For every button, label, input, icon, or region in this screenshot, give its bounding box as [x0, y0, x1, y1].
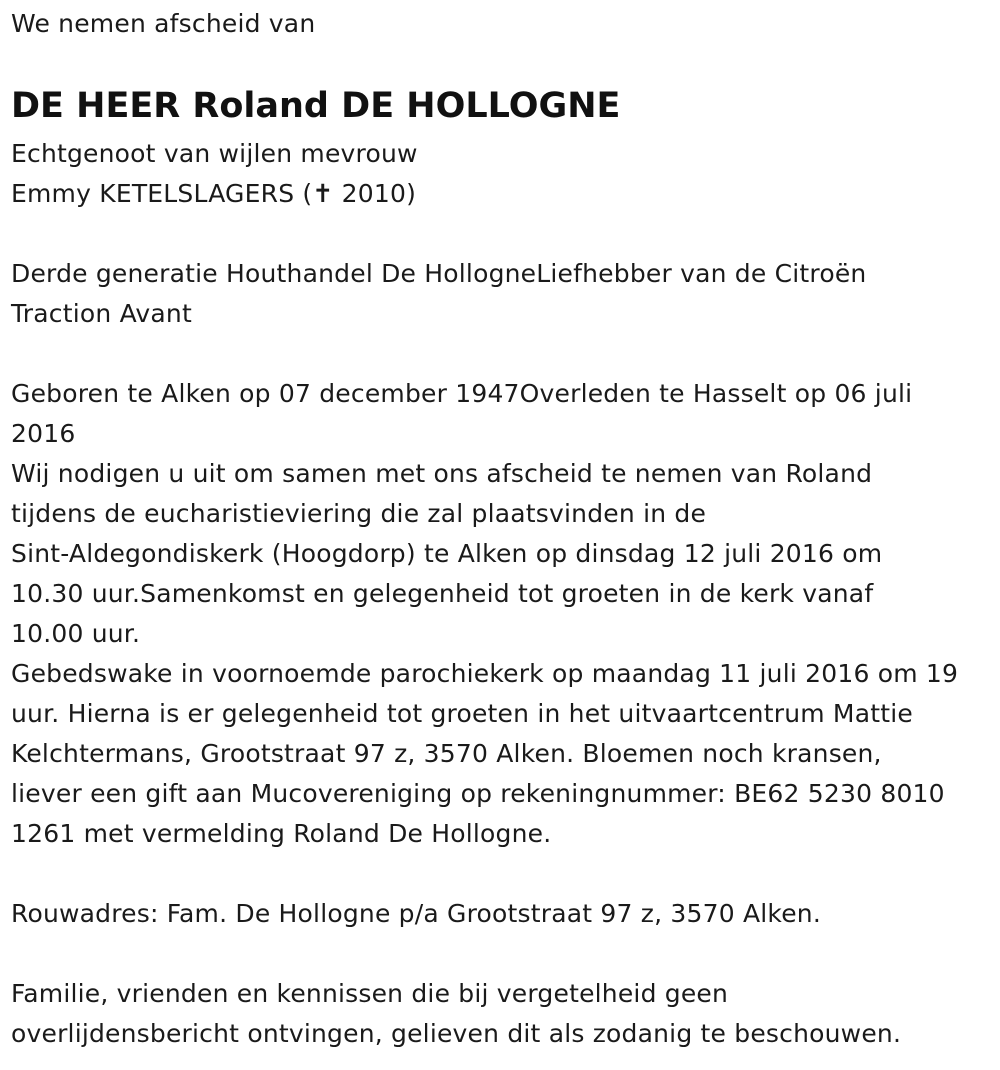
body-line: Kelchtermans, Grootstraat 97 z, 3570 Alken. Bloemen noch kransen, — [11, 739, 882, 768]
body-line: tijdens de eucharistieviering die zal plaatsvinden in de — [11, 499, 707, 528]
mourning-address-block — [11, 894, 821, 934]
deceased-name-heading: DE HEER Roland DE HOLLOGNE — [11, 86, 621, 126]
body-line: 1261 met vermelding Roland De Hollogne. — [11, 819, 552, 848]
body-line: 10.00 uur. — [11, 619, 141, 648]
body-line: 10.30 uur.Samenkomst en gelegenheid tot groeten in de kerk vanaf — [11, 579, 874, 608]
spouse-block — [11, 134, 418, 214]
body-line: 2016 — [11, 419, 76, 448]
closing-block — [11, 974, 901, 1054]
spouse-line: Echtgenoot van wijlen mevrouw — [11, 139, 418, 168]
spouse-line: Emmy KETELSLAGERS (✝ 2010) — [11, 179, 417, 208]
body-line: Geboren te Alken op 07 december 1947Overleden te Hasselt op 06 juli — [11, 379, 913, 408]
description-line: Traction Avant — [11, 299, 192, 328]
ceremony-details-block — [11, 374, 958, 854]
intro-text: We nemen afscheid van — [11, 9, 316, 38]
body-line: Gebedswake in voornoemde parochiekerk op maandag 11 juli 2016 om 19 — [11, 659, 959, 688]
closing-line: Familie, vrienden en kennissen die bij vergetelheid geen — [11, 979, 729, 1008]
mourning-address-line: Rouwadres: Fam. De Hollogne p/a Grootstraat 97 z, 3570 Alken. — [11, 899, 821, 928]
closing-line: overlijdensbericht ontvingen, gelieven dit als zodanig te beschouwen. — [11, 1019, 902, 1048]
description-block — [11, 254, 866, 334]
body-line: Wij nodigen u uit om samen met ons afscheid te nemen van Roland — [11, 459, 873, 488]
body-line: liever een gift aan Mucovereniging op rekeningnummer: BE62 5230 8010 — [11, 779, 945, 808]
body-line: Sint-Aldegondiskerk (Hoogdorp) te Alken op dinsdag 12 juli 2016 om — [11, 539, 883, 568]
body-line: uur. Hierna is er gelegenheid tot groeten in het uitvaartcentrum Mattie — [11, 699, 913, 728]
description-line: Derde generatie Houthandel De HollogneLiefhebber van de Citroën — [11, 259, 867, 288]
